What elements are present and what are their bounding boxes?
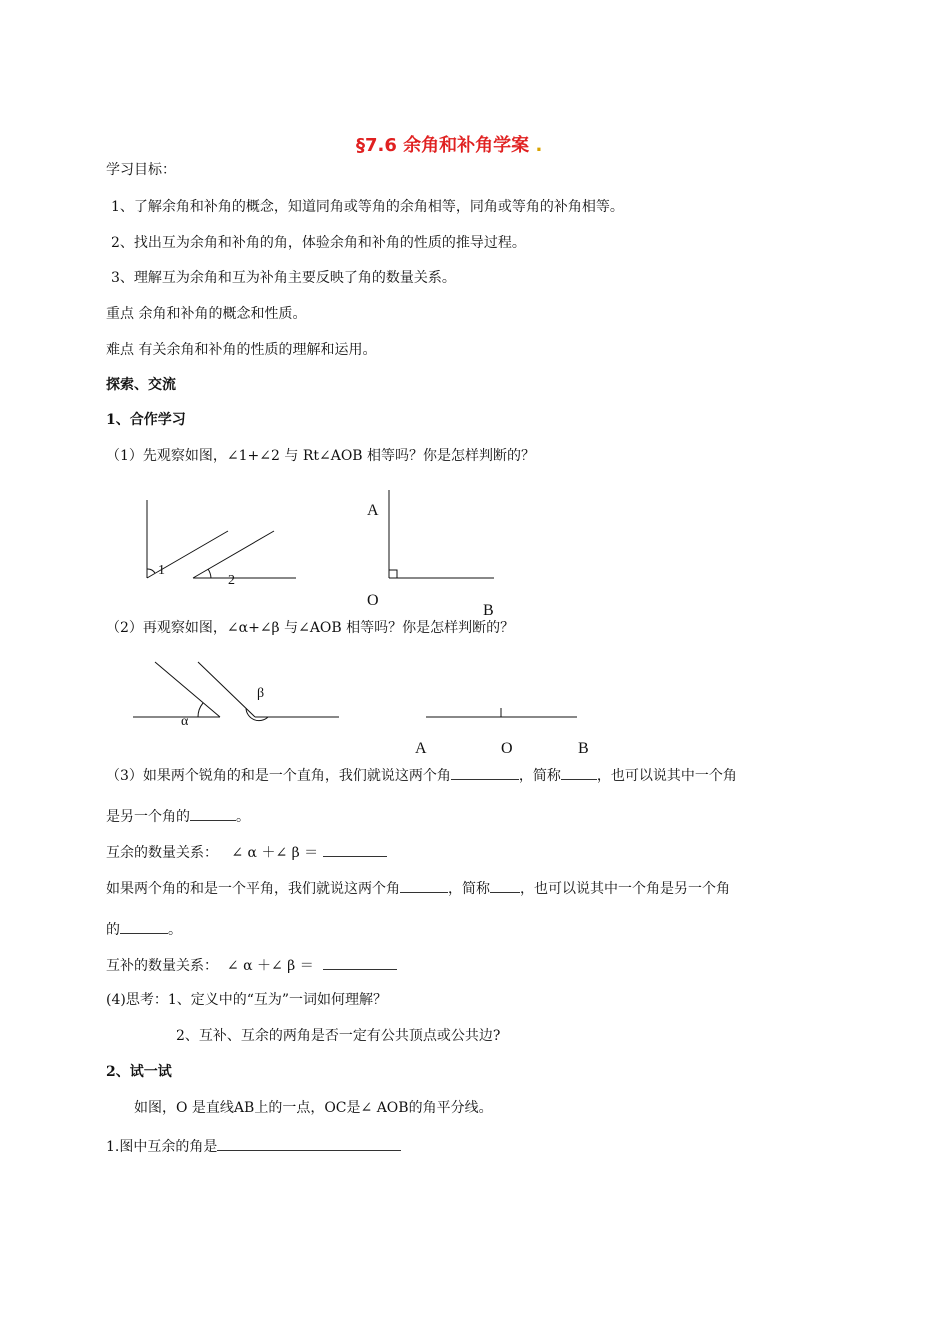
blank-supp-of-angle[interactable] [120,919,168,934]
blank-of-angle[interactable] [190,806,236,821]
difficulty: 难点 有关余角和补角的性质的理解和运用。 [106,342,377,358]
supplementary-relation: 互补的数量关系： ∠ α ＋∠ β ＝ [106,955,397,975]
blank-supp-short-name[interactable] [490,878,520,893]
supplementary-line-2: 的 。 [106,919,182,939]
key-point: 重点 余角和补角的概念和性质。 [106,306,307,322]
question-3-line-2: 是另一个角的 。 [106,806,250,826]
complementary-relation: 互余的数量关系： ∠ α ＋∠ β ＝ [106,842,387,862]
objective-item-3: 3、理解互为余角和互为补角主要反映了角的数量关系。 [111,270,456,286]
blank-complementary[interactable] [451,765,519,780]
blank-complementary-sum[interactable] [323,842,387,857]
try-question-1: 1.图中互余的角是 [106,1136,401,1156]
fig2-point-o: O [501,740,513,757]
objective-item-2: 2、找出互为余角和补角的角，体验余角和补角的性质的推导过程。 [111,235,526,251]
objective-item-1: 1、了解余角和补角的概念，知道同角或等角的余角相等，同角或等角的补角相等。 [111,199,624,215]
supplementary-line-1: 如果两个角的和是一个平角，我们就说这两个角 ，简称 ，也可以说其中一个角是另一个角 [106,878,730,898]
fig2-beta-label: β [257,686,265,701]
fig1-angle-2-label: 2 [228,573,235,588]
fig1-point-b: B [483,602,494,619]
fig2-alpha-label: α [181,714,189,729]
blank-supplementary[interactable] [400,878,448,893]
fig1-point-o: O [367,592,379,609]
try-text: 如图，O 是直线AB上的一点，OC是∠ AOB的角平分线。 [134,1100,493,1116]
question-4-line-2: 2、互补、互余的两角是否一定有公共顶点或公共边? [176,1028,501,1044]
blank-short-name[interactable] [561,765,597,780]
question-3-line-1: （3）如果两个锐角的和是一个直角，我们就说这两个角 ，简称 ，也可以说其中一个角 [106,765,737,785]
question-1: （1）先观察如图，∠1+∠2 与 Rt∠AOB 相等吗？你是怎样判断的？ [106,448,536,464]
page-title: §7.6 余角和补角学案 . [356,135,543,156]
blank-complementary-angles[interactable] [217,1136,401,1151]
section-explore: 探索、交流 [106,377,176,393]
fig2-point-a: A [415,740,427,757]
question-2: （2）再观察如图，∠α+∠β 与∠AOB 相等吗？你是怎样判断的？ [106,620,515,636]
section-coop: 1、合作学习 [106,412,186,428]
question-4-line-1: (4)思考：1、定义中的“互为”一词如何理解？ [106,992,388,1008]
fig2-point-b: B [578,740,589,757]
fig1-angle-1-label: 1 [158,563,165,578]
objectives-heading: 学习目标： [106,162,176,178]
section-try: 2、试一试 [106,1064,172,1080]
fig1-point-a: A [367,502,379,519]
blank-supplementary-sum[interactable] [323,955,397,970]
